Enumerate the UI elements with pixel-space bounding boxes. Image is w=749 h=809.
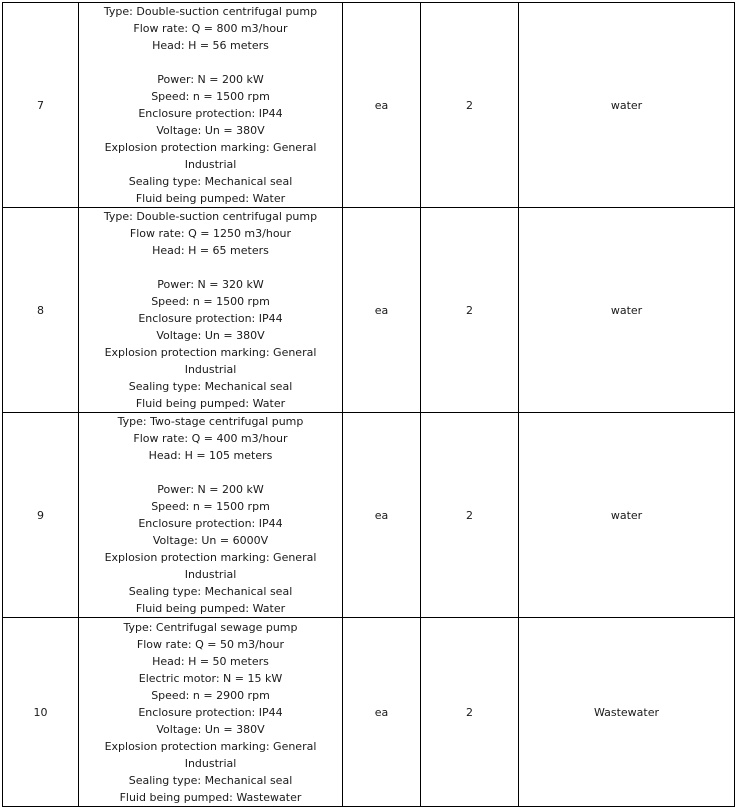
- spec-line: Explosion protection marking: General: [104, 346, 317, 359]
- spec-line: Head: H = 50 meters: [152, 654, 269, 668]
- spec-cell: [79, 413, 343, 618]
- medium-cell: Wastewater: [519, 618, 735, 807]
- spec-line: Type: Double-suction centrifugal pump: [103, 5, 318, 18]
- spec-line: Voltage: Un = 380V: [156, 124, 265, 137]
- table-body: [3, 3, 735, 807]
- spec-line: Power: N = 200 kW: [157, 483, 264, 496]
- unit-cell: ea: [343, 413, 421, 618]
- spec-line: Speed: n = 1500 rpm: [151, 295, 270, 308]
- quantity-cell: 2: [421, 3, 519, 208]
- spec-line: Industrial: [184, 363, 237, 376]
- spec-line: Flow rate: Q = 400 m3/hour: [133, 432, 288, 445]
- table-row: [3, 413, 735, 618]
- quantity-cell: 2: [421, 413, 519, 618]
- equipment-table: [2, 2, 735, 807]
- row-number: 8: [3, 208, 79, 413]
- medium-cell: water: [519, 413, 735, 618]
- spec-line: Speed: n = 1500 rpm: [151, 500, 270, 513]
- spec-line: Power: N = 320 kW: [157, 278, 264, 291]
- spec-line: Fluid being pumped: Water: [135, 602, 286, 615]
- unit-cell: ea: [343, 618, 421, 807]
- spec-line: Power: N = 200 kW: [157, 73, 264, 86]
- spec-line: Sealing type: Mechanical seal: [128, 773, 293, 787]
- spec-line: Enclosure protection: IP44: [138, 705, 283, 719]
- row-number: 7: [3, 3, 79, 208]
- spec-line: Fluid being pumped: Wastewater: [119, 790, 302, 804]
- spec-line: Flow rate: Q = 800 m3/hour: [133, 22, 288, 35]
- spec-line: Electric motor: N = 15 kW: [138, 671, 283, 685]
- spec-line: Type: Two-stage centrifugal pump: [117, 415, 304, 428]
- medium-cell: water: [519, 3, 735, 208]
- spec-cell: [79, 618, 343, 807]
- spec-line: Sealing type: Mechanical seal: [128, 585, 293, 598]
- table-row: [3, 3, 735, 208]
- spec-line: Speed: n = 1500 rpm: [151, 90, 270, 103]
- spec-line: Industrial: [184, 568, 237, 581]
- quantity-cell: 2: [421, 618, 519, 807]
- spec-line: Voltage: Un = 380V: [156, 329, 265, 342]
- spec-line: Industrial: [184, 756, 237, 770]
- spec-cell: [79, 3, 343, 208]
- row-number: 9: [3, 413, 79, 618]
- unit-cell: ea: [343, 208, 421, 413]
- medium-cell: water: [519, 208, 735, 413]
- quantity-cell: 2: [421, 208, 519, 413]
- spec-cell: [79, 208, 343, 413]
- unit-cell: ea: [343, 3, 421, 208]
- spec-line: Voltage: Un = 6000V: [152, 534, 269, 547]
- spec-line: [79, 464, 342, 481]
- spec-line: Industrial: [184, 158, 237, 171]
- spec-line: Enclosure protection: IP44: [138, 107, 283, 120]
- row-number: 10: [3, 618, 79, 807]
- spec-line: Fluid being pumped: Water: [135, 192, 286, 205]
- table-row: [3, 208, 735, 413]
- spec-line: Speed: n = 2900 rpm: [151, 688, 270, 702]
- spec-line: Explosion protection marking: General: [104, 551, 317, 564]
- spec-line: Enclosure protection: IP44: [138, 312, 283, 325]
- spec-line: Sealing type: Mechanical seal: [128, 380, 293, 393]
- spec-line: Head: H = 65 meters: [152, 244, 269, 257]
- spec-line: Explosion protection marking: General: [104, 141, 317, 154]
- spec-line: Head: H = 105 meters: [148, 449, 273, 462]
- spec-line: Voltage: Un = 380V: [156, 722, 265, 736]
- spec-line: Type: Double-suction centrifugal pump: [103, 210, 318, 223]
- spec-line: Flow rate: Q = 1250 m3/hour: [129, 227, 292, 240]
- spec-line: Head: H = 56 meters: [152, 39, 269, 52]
- spec-line: Type: Centrifugal sewage pump: [123, 620, 298, 634]
- spec-line: [79, 259, 342, 276]
- spec-line: Enclosure protection: IP44: [138, 517, 283, 530]
- table-row: [3, 618, 735, 807]
- spec-line: Sealing type: Mechanical seal: [128, 175, 293, 188]
- spec-line: [79, 54, 342, 71]
- spec-line: Explosion protection marking: General: [104, 739, 317, 753]
- spec-line: Fluid being pumped: Water: [135, 397, 286, 410]
- spec-line: Flow rate: Q = 50 m3/hour: [136, 637, 285, 651]
